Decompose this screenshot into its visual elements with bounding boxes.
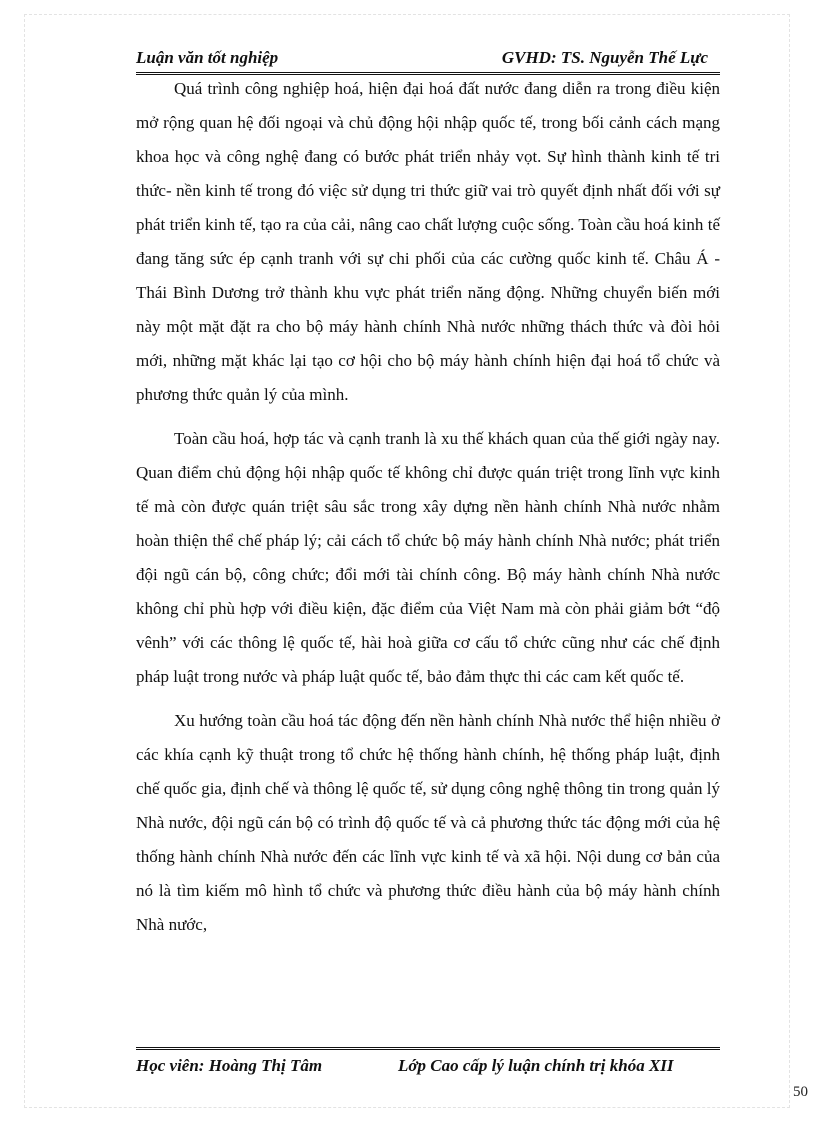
- paragraph-1: Quá trình công nghiệp hoá, hiện đại hoá đất nước đang diễn ra trong điều kiện mở rộng quan hệ đối ngoại và chủ động hội nhập quốc tế, trong bối cảnh cách mạng khoa học và công nghệ đang có bước phát triển nhảy vọt. Sự hình thành kinh tế tri thức- nền kinh tế trong đó việc sử dụng tri thức giữ vai trò quyết định nhất đối với sự phát triển kinh tế, tạo ra của cải, nâng cao chất lượng cuộc sống. Toàn cầu hoá kinh tế đang tăng sức ép cạnh tranh với sự chi phối của các cường quốc kinh tế. Châu Á - Thái Bình Dương trở thành khu vực phát triển năng động. Những chuyển biến mới này một mặt đặt ra cho bộ máy hành chính Nhà nước những thách thức và đòi hỏi mới, những mặt khác lại tạo cơ hội cho bộ máy hành chính hiện đại hoá tổ chức và phương thức quản lý của mình.: [136, 79, 720, 404]
- header-thesis-title: Luận văn tốt nghiệp: [136, 48, 279, 67]
- paragraph-3: Xu hướng toàn cầu hoá tác động đến nền hành chính Nhà nước thể hiện nhiều ở các khía cạnh kỹ thuật trong tổ chức hệ thống hành chính, hệ thống pháp luật, định chế quốc gia, định chế và thông lệ quốc tế, sử dụng công nghệ thông tin trong quản lý Nhà nước, đội ngũ cán bộ có trình độ quốc tế và cả phương thức tác động mới của hệ thống hành chính Nhà nước đến các lĩnh vực kinh tế và xã hội. Nội dung cơ bản của nó là tìm kiếm mô hình tổ chức và phương thức điều hành của bộ máy hành chính Nhà nước,: [136, 711, 720, 934]
- page-header: [136, 48, 720, 75]
- header-supervisor: GVHD: TS. Nguyễn Thế Lực: [501, 48, 708, 67]
- page-footer: [136, 1047, 720, 1080]
- body-text: [136, 72, 720, 952]
- page-number: 50: [793, 1084, 808, 1100]
- footer-student: Học viên: Hoàng Thị Tâm: [136, 1056, 323, 1075]
- footer-class: Lớp Cao cấp lý luận chính trị khóa XII: [398, 1056, 674, 1075]
- paragraph-2: Toàn cầu hoá, hợp tác và cạnh tranh là xu thế khách quan của thế giới ngày nay. Quan điểm chủ động hội nhập quốc tế không chỉ được quán triệt trong lĩnh vực kinh tế mà còn được quán triệt sâu sắc trong xây dựng nền hành chính Nhà nước nhằm hoàn thiện thể chế pháp lý; cải cách tổ chức bộ máy hành chính Nhà nước; phát triển đội ngũ cán bộ, công chức; đổi mới tài chính công. Bộ máy hành chính Nhà nước không chỉ phù hợp với điều kiện, đặc điểm của Việt Nam mà còn phải giảm bớt “độ vênh” với các thông lệ quốc tế, hài hoà giữa cơ cấu tổ chức cũng như các chế định pháp luật trong nước và pháp luật quốc tế, bảo đảm thực thi các cam kết quốc tế.: [136, 429, 720, 686]
